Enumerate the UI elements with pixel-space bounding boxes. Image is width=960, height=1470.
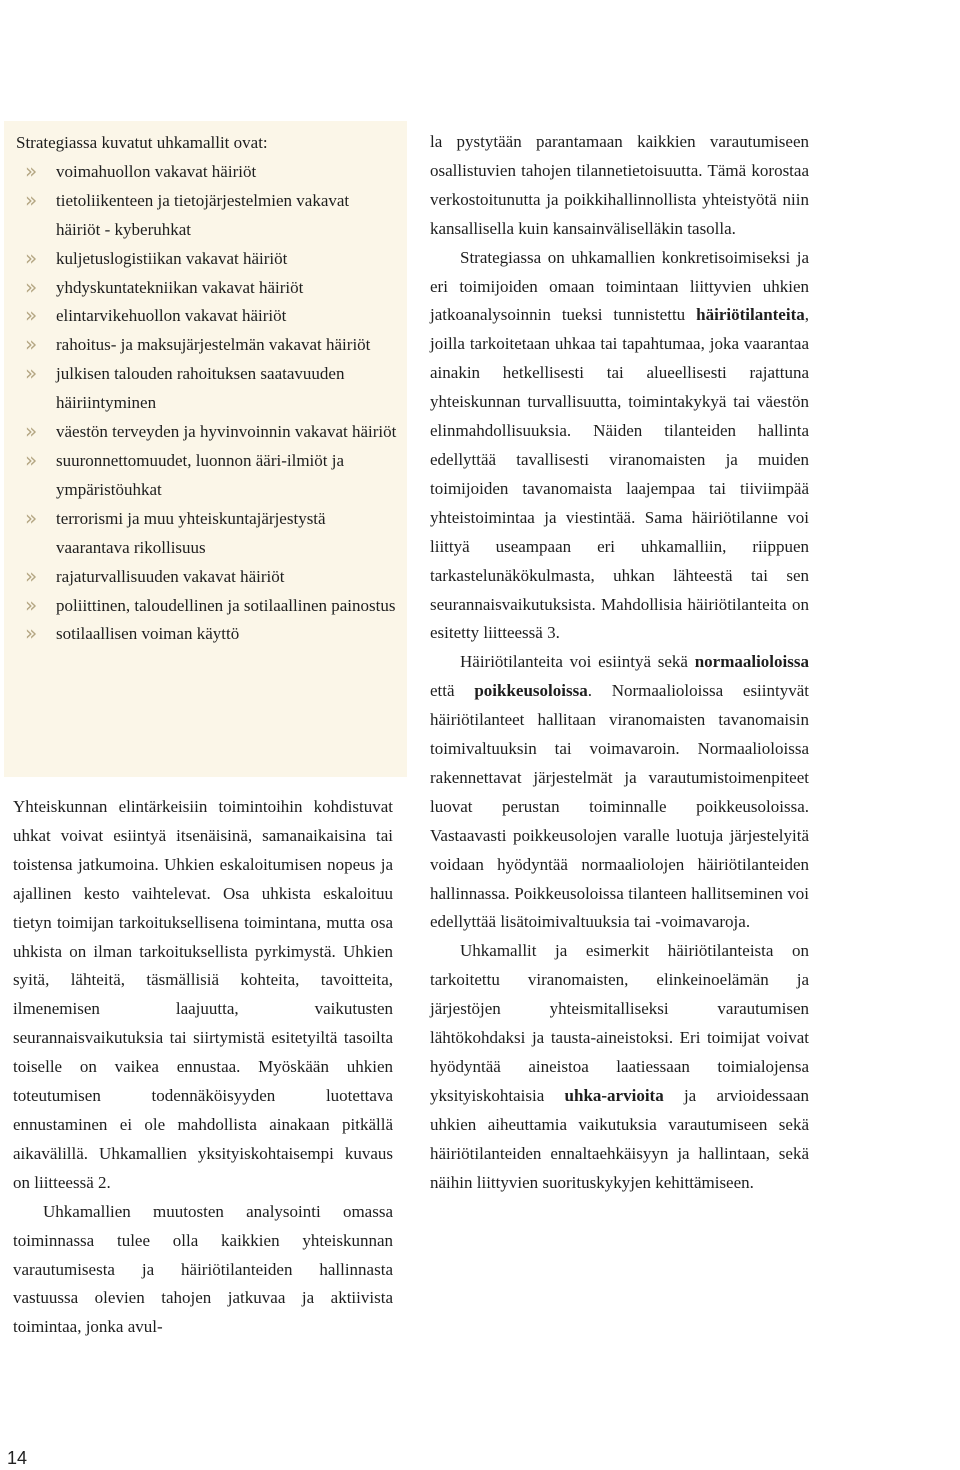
list-item-text: suuronnettomuudet, luonnon ääri-ilmiöt ja ympäristöuhkat	[56, 450, 345, 499]
bullet-chevron-icon: »	[25, 563, 38, 588]
list-item	[16, 274, 397, 303]
left-text-column	[13, 793, 393, 1342]
bullet-chevron-icon: »	[25, 419, 38, 444]
list-item-text: voimahuollon vakavat häiriöt	[56, 161, 257, 181]
list-item-text: yhdyskuntatekniikan vakavat häiriöt	[56, 277, 304, 297]
text-run: että	[430, 681, 475, 701]
list-item	[16, 505, 397, 563]
list-item-text: sotilaallisen voiman käyttö	[56, 624, 240, 644]
list-item-text: poliittinen, taloudellinen ja sotilaallinen painostus	[56, 595, 396, 615]
paragraph-normal-and-emergency	[430, 648, 809, 937]
text-run: Strategiassa on uhkamallien konkretisoimiseksi ja eri toimijoiden omaan toimintaan liittyvien uhkien jatkoanalysoinnin tueksi tunnistettu	[430, 247, 809, 325]
bullet-chevron-icon: »	[25, 592, 38, 617]
paragraph-threat-analysis: Uhkamallien muutosten analysointi omassa toiminnassa tulee olla kaikkien yhteiskunnan varautumisesta ja häiriötilanteiden hallinnasta vastuussa olevien tahojen jatkuvaa ja aktiivista toimintaa, jonka avul-	[13, 1201, 393, 1337]
bullet-chevron-icon: »	[25, 158, 38, 183]
bullet-chevron-icon: »	[25, 274, 38, 299]
list-item	[16, 331, 397, 360]
list-item	[16, 447, 397, 505]
list-item	[16, 418, 397, 447]
list-item-text: julkisen talouden rahoituksen saatavuuden häiriintyminen	[56, 364, 345, 413]
term-poikkeusoloissa: poikkeusoloissa	[474, 681, 588, 701]
list-item-text: kuljetuslogistiikan vakavat häiriöt	[56, 248, 288, 268]
list-item-text: rajaturvallisuuden vakavat häiriöt	[56, 566, 285, 586]
bullet-chevron-icon: »	[25, 245, 38, 270]
text-run: Häiriötilanteita voi esiintyä sekä	[460, 652, 695, 672]
term-uhka-arvioita: uhka-arvioita	[564, 1085, 664, 1105]
text-run: Uhkamallit ja esimerkit häiriötilanteista on tarkoitettu viranomaisten, elinkeinoelämän ja järjestöjen yhteismitalliseksi varautumisen lähtökohdaksi ja tausta-aineistoksi. Eri toimijat voivat hyödyntää aineistoa laatiessaan toimialojensa yksityiskohtaisia	[430, 941, 809, 1105]
list-item-text: tietoliikenteen ja tietojärjestelmien vakavat häiriöt - kyberuhkat	[56, 190, 350, 239]
term-hairiotilanteita: häiriötilanteita	[696, 305, 805, 325]
list-item-text: elintarvikehuollon vakavat häiriöt	[56, 306, 287, 326]
list-item	[16, 620, 397, 649]
paragraph-threat-escalation: Yhteiskunnan elintärkeisiin toimintoihin kohdistuvat uhkat voivat esiintyä itsenäisinä, samanaikaisina tai toistensa jatkumoina. Uhkien eskaloitumisen nopeus ja ajallinen kesto vaihtelevat. Osa uhkista eskaloituu tietyn toimijan tarkoituksellisena toimintana, mutta osa uhkista on ilman tarkoituksellista pyrkimystä. Uhkien syitä, lähteitä, täsmällisiä kohteita, tavoitteita, ilmenemisen laajuutta, vaikutusten seurannaisvaikutuksia tai siirtymistä esitetyiltä tasoilta toiselle on vaikea ennustaa. Myöskään uhkien toteutumisen todennäköisyyden luotettava ennustaminen ei ole mahdollista ainakaan pitkällä aikavälillä. Uhkamallien yksityiskohtaisempi kuvaus on liitteessä 2.	[13, 797, 393, 1192]
list-item	[16, 302, 397, 331]
right-text-column	[430, 128, 809, 1198]
list-item	[16, 187, 397, 245]
paragraph-threat-assessments	[430, 937, 809, 1197]
threat-models-list	[16, 158, 397, 649]
bullet-chevron-icon: »	[25, 621, 38, 646]
list-item	[16, 245, 397, 274]
list-item	[16, 360, 397, 418]
bullet-chevron-icon: »	[25, 187, 38, 212]
text-run: . Normaalioloissa esiintyvät häiriötilanteet hallitaan viranomaisten tavanomaisin toimivaltuuksin tai voimavaroin. Normaalioloissa rakennettavat järjestelmät ja varautumistoimenpiteet luovat perustan toiminnalle poikkeusoloissa. Vastaavasti poikkeusolojen varalle luotuja järjestelyitä voidaan hyödyntää normaaliolojen häiriötilanteiden hallinnassa. Poikkeusoloissa tilanteen hallitseminen voi edellyttää lisätoimivaltuuksia tai -voimavaroja.	[430, 681, 809, 932]
bullet-chevron-icon: »	[25, 361, 38, 386]
threat-models-box	[4, 121, 407, 777]
text-run: , joilla tarkoitetaan uhkaa tai tapahtumaa, joka vaarantaa ainakin hetkellisesti tai alueellisesti rajattuna yhteiskunnan turvallisuutta, toimintakykyä tai väestön elinmahdollisuuksia. Näiden tilanteiden hallinta edellyttää tavallisesti viranomaisten ja muiden toimijoiden tavanomaista laajempaa tai tiiviimpää yhteistoimintaa ja viestintää. Sama häiriötilanne voi liittyä useampaan eri uhkamalliin, riippuen tarkastelunäkökulmasta, uhkan lähteestä tai sen seurannaisvaikutuksista. Mahdollisia häiriötilanteita on esitetty liitteessä 3.	[430, 305, 809, 643]
list-item-text: rahoitus- ja maksujärjestelmän vakavat häiriöt	[56, 335, 371, 355]
bullet-chevron-icon: »	[25, 447, 38, 472]
page-number: 14	[7, 1448, 28, 1468]
text-run: ja arvioidessaan uhkien aiheuttamia vaikutuksia varautumiseen sekä häiriötilanteiden ennaltaehkäisyyn ja hallintaan, sekä näihin liittyvien suorituskykyjen kehittämiseen.	[430, 1085, 809, 1192]
term-normaalioloissa: normaalioloissa	[694, 652, 809, 672]
threat-models-intro: Strategiassa kuvatut uhkamallit ovat:	[16, 133, 268, 152]
bullet-chevron-icon: »	[25, 303, 38, 328]
list-item-text: väestön terveyden ja hyvinvoinnin vakavat häiriöt	[56, 422, 397, 442]
list-item	[16, 158, 397, 187]
list-item	[16, 563, 397, 592]
paragraph-disruption-situations	[430, 244, 809, 649]
list-item	[16, 592, 397, 621]
bullet-chevron-icon: »	[25, 505, 38, 530]
bullet-chevron-icon: »	[25, 332, 38, 357]
paragraph-situational-awareness: la pystytään parantamaan kaikkien varautumiseen osallistuvien tahojen tilannetietoisuutta. Tämä korostaa verkostoitunutta ja poikkihallinnollista yhteistyötä niin kansallisella kuin kansainväliselläkin tasolla.	[430, 132, 809, 238]
list-item-text: terrorismi ja muu yhteiskuntajärjestystä vaarantava rikollisuus	[56, 508, 326, 557]
